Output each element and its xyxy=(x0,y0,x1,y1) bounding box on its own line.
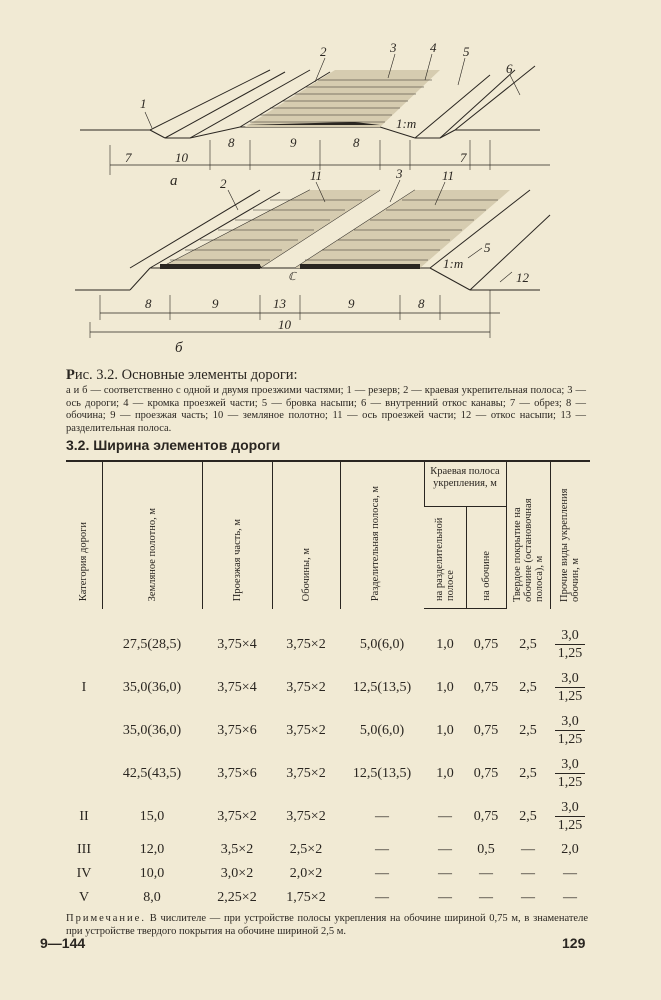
cell-other-types xyxy=(550,623,590,666)
cell-edge-shoulder: — xyxy=(479,890,493,905)
cell-median: — xyxy=(375,842,389,857)
cell-carriageway: 3,0×2 xyxy=(220,866,254,881)
cell-hard-surface: — xyxy=(521,842,535,857)
header-median-text: Разделительная полоса, м xyxy=(370,486,381,602)
fraction xyxy=(555,799,585,834)
cell-other-types: 2,0 xyxy=(561,842,579,857)
table-row xyxy=(66,623,590,666)
cell-carriageway: 3,75×6 xyxy=(217,765,257,781)
cell-carriageway: 3,75×2 xyxy=(217,808,257,824)
b-dim-label: 8 xyxy=(418,296,425,311)
a-callout: 6 xyxy=(506,61,513,76)
b-dim-label: 9 xyxy=(348,296,355,311)
cell-edge-shoulder: 0,75 xyxy=(473,636,499,652)
cell-shoulders: 3,75×2 xyxy=(286,679,326,695)
a-dim-label: 8 xyxy=(353,135,360,150)
cell-edge-median: 1,0 xyxy=(436,636,454,652)
header-median xyxy=(340,461,424,609)
header-edge-median-text: на разделительной полосе xyxy=(433,517,456,601)
header-edge-shoulder xyxy=(466,507,506,609)
cell-shoulders: 3,75×2 xyxy=(286,722,326,738)
header-category xyxy=(66,461,102,609)
cell-median: — xyxy=(375,866,389,881)
panel-a-label: а xyxy=(170,173,178,189)
a-dim-label: 7 xyxy=(460,150,467,165)
cell-hard-surface: — xyxy=(521,866,535,881)
b-dim-label: 10 xyxy=(278,317,291,332)
fraction-denominator: 1,25 xyxy=(557,689,583,704)
header-edge-shoulder-text: на обочине xyxy=(480,551,492,601)
a-callout: 5 xyxy=(463,44,470,59)
fraction-numerator: 3,0 xyxy=(555,670,585,688)
b-dim-label: 8 xyxy=(145,296,152,311)
cell-hard-surface: 2,5 xyxy=(519,679,537,695)
table-spacer xyxy=(66,609,590,624)
cell-category: III xyxy=(77,842,91,857)
cell-edge-shoulder: 0,75 xyxy=(473,679,499,695)
cell-subgrade: 10,0 xyxy=(139,866,165,881)
panel-b-drawing xyxy=(75,180,550,338)
fraction-denominator: 1,25 xyxy=(557,775,583,790)
cell-carriageway: 3,75×4 xyxy=(217,679,257,695)
table-row xyxy=(66,752,590,795)
table-title: 3.2. Ширина элементов дороги xyxy=(66,437,281,453)
b-dim-label: 13 xyxy=(273,296,286,311)
b-dim-label: 9 xyxy=(212,296,219,311)
note-text: В числителе — при устройстве полосы укрепления на обочине шириной 0,75 м, в знаменателе при устройстве твердого покрытия на обочине шириной 2,5 м. xyxy=(66,913,588,937)
cell-subgrade: 35,0(36,0) xyxy=(122,679,182,695)
fraction-numerator: 3,0 xyxy=(555,713,585,731)
b-callout: 11 xyxy=(442,168,455,183)
fraction xyxy=(555,627,585,662)
header-subgrade-text: Земляное полотно, м xyxy=(146,508,158,602)
cell-shoulders: 3,75×2 xyxy=(286,636,326,652)
cell-edge-median: — xyxy=(438,808,452,824)
b-callout: 2 xyxy=(220,176,227,191)
cell-other-types xyxy=(550,795,590,838)
header-edge-median xyxy=(424,507,466,609)
cell-edge-median: — xyxy=(438,842,452,857)
figure-caption-body: а и б — соответственно с одной и двумя проезжими частями; 1 — резерв; 2 — краевая укрепительная полоса; 3 — ось дороги; 4 — кромка проезжей части; 5 — бровка насыпи; 6 — внутренний откос канавы; 7 — обрез; 8 — обочина; 9 — проезжая часть; 10 — земляное полотно; 11 — ось проезжей части; 12 — откос насыпи; 13 — разделительная полоса. xyxy=(66,385,586,434)
header-carriageway xyxy=(202,461,272,609)
cell-shoulders: 3,75×2 xyxy=(286,808,326,824)
header-category-text: Категория дороги xyxy=(78,522,90,602)
cell-median: — xyxy=(375,890,389,905)
panel-a-drawing xyxy=(80,54,550,175)
cell-subgrade: 42,5(43,5) xyxy=(122,765,182,781)
cell-category xyxy=(66,709,102,752)
cell-carriageway: 3,5×2 xyxy=(220,842,254,857)
note-title: Примечание. xyxy=(66,913,146,924)
figure-caption-title xyxy=(66,367,298,384)
cell-shoulders: 2,0×2 xyxy=(289,866,323,881)
cell-hard-surface: — xyxy=(521,890,535,905)
cell-edge-shoulder: 0,75 xyxy=(473,808,499,824)
fraction xyxy=(555,756,585,791)
cell-shoulders: 2,5×2 xyxy=(289,842,323,857)
cell-other-types: — xyxy=(563,866,577,881)
cell-hard-surface: 2,5 xyxy=(519,722,537,738)
table-note xyxy=(66,912,588,938)
a-slope-label: 1:m xyxy=(396,116,417,131)
signature-mark: 9—144 xyxy=(40,935,86,951)
cell-other-types xyxy=(550,666,590,709)
fraction-denominator: 1,25 xyxy=(557,646,583,661)
a-callout: 4 xyxy=(430,40,437,55)
table-row xyxy=(66,862,590,886)
a-callout: 1 xyxy=(140,96,147,111)
a-dim-label: 10 xyxy=(175,150,188,165)
cell-median: 12,5(13,5) xyxy=(352,765,412,781)
cell-edge-median: — xyxy=(438,866,452,881)
fraction-denominator: 1,25 xyxy=(557,818,583,833)
page-number: 129 xyxy=(562,935,586,951)
table-row xyxy=(66,709,590,752)
cell-subgrade: 8,0 xyxy=(143,890,161,905)
a-dim-label: 8 xyxy=(228,135,235,150)
cell-subgrade: 27,5(28,5) xyxy=(122,636,182,652)
fraction-denominator: 1,25 xyxy=(557,732,583,747)
cell-median: — xyxy=(375,808,389,824)
cell-shoulders: 1,75×2 xyxy=(286,890,326,905)
table-row xyxy=(66,838,590,862)
header-shoulders-text: Обочины, м xyxy=(300,548,312,602)
cell-subgrade: 35,0(36,0) xyxy=(122,722,182,738)
b-callout: 3 xyxy=(396,166,403,181)
cell-category: II xyxy=(79,808,89,824)
cell-category xyxy=(66,623,102,666)
a-callout: 2 xyxy=(320,44,327,59)
b-callout: 12 xyxy=(516,270,529,285)
b-callout: 11 xyxy=(310,168,323,183)
header-hard-surface-text: Твердое покрытие на обочине (остановочная полоса), м xyxy=(511,497,545,602)
cell-edge-median: — xyxy=(438,890,452,905)
caption-title-text: ис. 3.2. Основные элементы дороги: xyxy=(74,367,298,383)
cell-category: IV xyxy=(76,866,92,881)
b-axis-mark: ℂ xyxy=(288,271,296,283)
caption-initial: Р xyxy=(66,367,75,383)
cell-median: 12,5(13,5) xyxy=(352,679,412,695)
fraction xyxy=(555,713,585,748)
header-hard-surface xyxy=(506,461,550,609)
a-dim-label: 7 xyxy=(125,150,132,165)
cell-median: 5,0(6,0) xyxy=(359,722,405,738)
cell-edge-median: 1,0 xyxy=(436,765,454,781)
header-subgrade xyxy=(102,461,202,609)
header-edge-strip: Краевая полоса укрепления, м xyxy=(424,461,506,507)
table-row xyxy=(66,795,590,838)
header-carriageway-text: Проезжая часть, м xyxy=(231,519,243,602)
a-dim-label: 9 xyxy=(290,135,297,150)
table-row xyxy=(66,666,590,709)
cell-other-types: — xyxy=(563,890,577,905)
cell-carriageway: 2,25×2 xyxy=(217,890,257,905)
road-elements-figure xyxy=(70,40,630,360)
header-other-types-text: Прочие виды укрепления обочин, м xyxy=(559,488,582,602)
cell-shoulders: 3,75×2 xyxy=(286,765,326,781)
cell-hard-surface: 2,5 xyxy=(519,636,537,652)
header-other-types xyxy=(550,461,590,609)
cell-median: 5,0(6,0) xyxy=(359,636,405,652)
fraction-numerator: 3,0 xyxy=(555,627,585,645)
cell-other-types xyxy=(550,709,590,752)
cell-edge-shoulder: 0,75 xyxy=(473,722,499,738)
fraction-numerator: 3,0 xyxy=(555,756,585,774)
cell-edge-shoulder: 0,5 xyxy=(477,842,495,857)
cell-category: I xyxy=(81,679,87,695)
b-callout: 5 xyxy=(484,240,491,255)
cell-subgrade: 12,0 xyxy=(139,842,165,857)
cell-edge-shoulder: — xyxy=(479,866,493,881)
cell-edge-shoulder: 0,75 xyxy=(473,765,499,781)
panel-b-label: б xyxy=(175,340,183,356)
cell-edge-median: 1,0 xyxy=(436,722,454,738)
fraction xyxy=(555,670,585,705)
cell-carriageway: 3,75×6 xyxy=(217,722,257,738)
fraction-numerator: 3,0 xyxy=(555,799,585,817)
b-slope-label: 1:m xyxy=(443,256,464,271)
table-row xyxy=(66,886,590,910)
cell-hard-surface: 2,5 xyxy=(519,808,537,824)
cell-category xyxy=(66,752,102,795)
a-callout: 3 xyxy=(390,40,397,55)
cell-other-types xyxy=(550,752,590,795)
cell-category: V xyxy=(78,890,90,905)
header-shoulders xyxy=(272,461,340,609)
road-elements-width-table xyxy=(66,460,590,910)
cell-edge-median: 1,0 xyxy=(436,679,454,695)
cell-carriageway: 3,75×4 xyxy=(217,636,257,652)
cell-hard-surface: 2,5 xyxy=(519,765,537,781)
cell-subgrade: 15,0 xyxy=(139,808,165,824)
